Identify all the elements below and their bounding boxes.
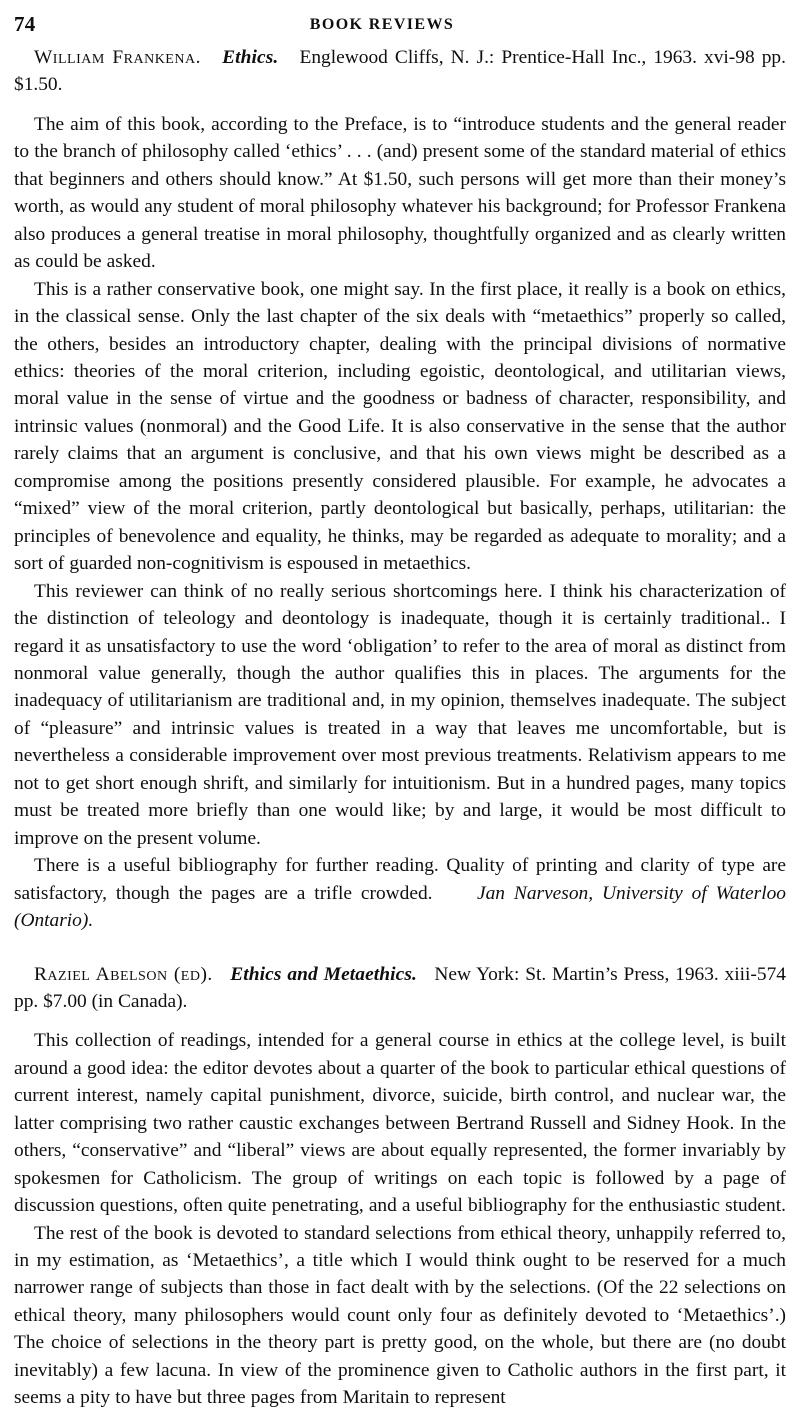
review-1-headnote — [14, 44, 786, 99]
running-head — [14, 0, 786, 44]
review-1-author: William Frankena. — [34, 47, 201, 68]
book-review-2 — [14, 961, 786, 1412]
review-1-signature: Jan Narveson, University of Waterloo (Ontario). — [14, 882, 786, 932]
book-review-1 — [14, 44, 786, 935]
page-number: 74 — [14, 12, 36, 36]
running-head-title: BOOK REVIEWS — [309, 16, 455, 33]
review-2-paragraph-2: The rest of the book is devoted to standard selections from ethical theory, unhappily referred to, in my estimation, as ‘Metaethics’, a title which I would think ought to be reserved for a much narrower range of subjects than those in fact dealt with by the selections. (Of the 22 selections on ethical theory, many philosophers would count only four as definitely devoted to ‘Metaethics’.) The choice of selections in the theory part is pretty good, on the whole, but there are (no doubt inevitably) a few lacuna. In view of the prominence given to Catholic authors in the first part, it seems a pity to have but three pages from Maritain to represent — [14, 1222, 786, 1409]
page-content — [14, 44, 786, 1412]
spacer — [14, 101, 786, 111]
review-1-paragraph-1: The aim of this book, according to the Preface, is to “introduce students and the general reader to the branch of philosophy called ‘ethics’ . . . (and) present some of the standard material of ethics that beginners and others should know.” At $1.50, such persons will get more than their money’s worth, as would any student of moral philosophy whatever his background; for Professor Frankena also produces a general treatise in moral philosophy, thoughtfully organized and as clearly written as could be asked. — [14, 113, 786, 273]
review-1-closing-text: There is a useful bibliography for further reading. Quality of printing and clarity of type are satisfactory, though the pages are a trifle crowded. — [14, 855, 786, 904]
review-2-headnote — [14, 961, 786, 1016]
review-2-author: Raziel Abelson (ed). — [34, 963, 213, 985]
review-separator — [14, 935, 786, 961]
review-1-paragraph-2: This is a rather conservative book, one might say. In the first place, it really is a book on ethics, in the classical sense. Only the last chapter of the six deals with “metaethics” properly so called, the others, besides an introductory chapter, dealing with the principal divisions of normative ethics: theories of the moral criterion, including egoistic, deontological, and utilitarian views, moral value in the sense of virtue and the goodness or badness of character, responsibility, and intrinsic values (nonmoral) and the Good Life. It is also conservative in the sense that the author rarely claims that an argument is conclusive, and that his own views might be described as a compromise among the positions presently considered plausible. For example, he advocates a “mixed” view of the moral criterion, partly deontological but basically, perhaps, utilitarian: the principles of benevolence and equality, he thinks, may be regarded as adequate to morality; and a sort of guarded non-cognitivism is espoused in metaethics. — [14, 278, 786, 575]
review-2-book-title: Ethics and Metaethics. — [230, 963, 417, 985]
review-1-closing — [14, 852, 786, 934]
review-1-book-title: Ethics. — [222, 47, 279, 68]
review-1-imprint: Englewood Cliffs, N. J.: Prentice-Hall Inc., 1963. xvi-98 pp. $1.50. — [14, 47, 786, 96]
review-2-imprint: New York: St. Martin’s Press, 1963. xiii-574 pp. $7.00 (in Canada). — [14, 963, 786, 1012]
review-1-paragraph-3: This reviewer can think of no really serious shortcomings here. I think his characterization of the distinction of teleology and deontology is inadequate, though it is certainly traditional.. I regard it as unsatisfactory to use the word ‘obligation’ to refer to the area of moral as distinct from nonmoral value generally, though the author qualifies this in places. The arguments for the inadequacy of utilitarianism are traditional and, in my opinion, themselves inadequate. The subject of “pleasure” and intrinsic values is treated in a way that leaves me uncomfortable, but is nevertheless a considerable improvement over most previous treatments. Relativism appears to me not to get short enough shrift, and similarly for intuitionism. But in a hundred pages, many topics must be treated more briefly than one would like; by and large, it would be most difficult to improve on the present volume. — [14, 580, 786, 849]
spacer — [14, 1017, 786, 1027]
review-2-paragraph-1: This collection of readings, intended for a general course in ethics at the college level, is built around a good idea: the editor devotes about a quarter of the book to particular ethical questions of current interest, namely capital punishment, divorce, suicide, birth control, and nuclear war, the latter comprising two rather caustic exchanges between Bertrand Russell and Sidney Hook. In the others, “conservative” and “liberal” views are about equally represented, the former invariably by spokesmen for Catholicism. The group of writings on each topic is followed by a page of discussion questions, often quite penetrating, and a useful bibliography for the enthusiastic student. — [14, 1030, 786, 1217]
